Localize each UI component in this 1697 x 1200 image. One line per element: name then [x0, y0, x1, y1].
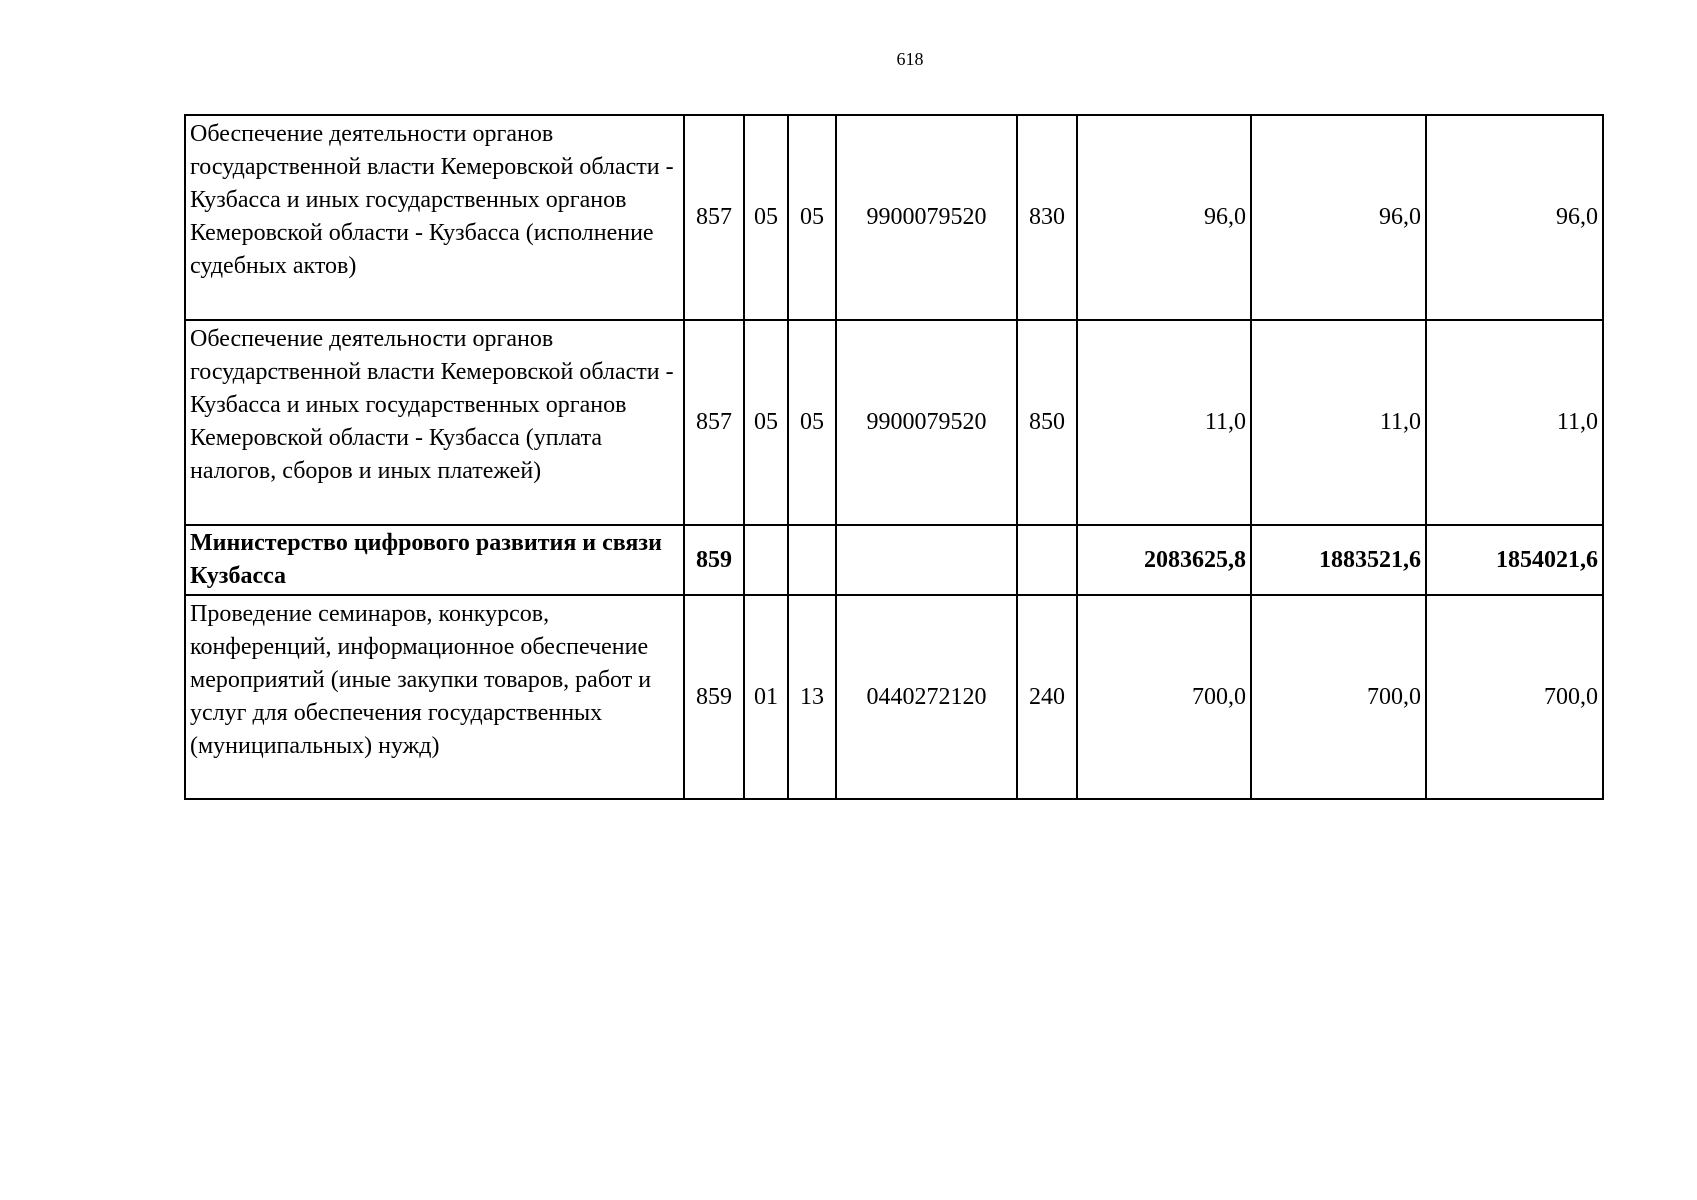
ved-cell: 859	[684, 525, 744, 595]
ministry-name-cell: Министерство цифрового развития и связи Кузбасса	[185, 525, 684, 595]
table-row-ministry	[185, 525, 1603, 595]
ved-cell: 859	[684, 595, 744, 799]
sum-2-cell: 11,0	[1251, 320, 1426, 525]
pr-cell: 05	[788, 115, 836, 320]
sum-3-cell: 700,0	[1426, 595, 1603, 799]
sum-2-cell: 96,0	[1251, 115, 1426, 320]
sum-3-cell: 11,0	[1426, 320, 1603, 525]
csr-cell: 9900079520	[836, 320, 1017, 525]
sum-1-cell: 2083625,8	[1077, 525, 1251, 595]
ved-cell: 857	[684, 115, 744, 320]
rz-cell: 05	[744, 115, 788, 320]
pr-cell: 05	[788, 320, 836, 525]
row-name-cell: Обеспечение деятельности органов государственной власти Кемеровской области - Кузбасса и иных государственных органов Кемеровской области - Кузбасса (уплата налогов, сборов и иных платежей)	[185, 320, 684, 525]
table-row	[185, 115, 1603, 320]
vr-cell: 830	[1017, 115, 1077, 320]
table-row	[185, 320, 1603, 525]
table-row	[185, 595, 1603, 799]
sum-3-cell: 96,0	[1426, 115, 1603, 320]
sum-2-cell: 1883521,6	[1251, 525, 1426, 595]
vr-cell: 240	[1017, 595, 1077, 799]
sum-3-cell: 1854021,6	[1426, 525, 1603, 595]
csr-cell: 9900079520	[836, 115, 1017, 320]
sum-1-cell: 96,0	[1077, 115, 1251, 320]
csr-cell: 0440272120	[836, 595, 1017, 799]
row-name-cell: Обеспечение деятельности органов государственной власти Кемеровской области - Кузбасса и иных государственных органов Кемеровской области - Кузбасса (исполнение судебных актов)	[185, 115, 684, 320]
sum-1-cell: 11,0	[1077, 320, 1251, 525]
rz-cell: 05	[744, 320, 788, 525]
rz-cell	[744, 525, 788, 595]
budget-table	[184, 114, 1604, 800]
page-number: 618	[896, 49, 924, 69]
sum-1-cell: 700,0	[1077, 595, 1251, 799]
vr-cell	[1017, 525, 1077, 595]
pr-cell	[788, 525, 836, 595]
rz-cell: 01	[744, 595, 788, 799]
ved-cell: 857	[684, 320, 744, 525]
sum-2-cell: 700,0	[1251, 595, 1426, 799]
row-name-cell: Проведение семинаров, конкурсов, конференций, информационное обеспечение мероприятий (иные закупки товаров, работ и услуг для обеспечения государственных (муниципальных) нужд)	[185, 595, 684, 799]
vr-cell: 850	[1017, 320, 1077, 525]
pr-cell: 13	[788, 595, 836, 799]
csr-cell	[836, 525, 1017, 595]
